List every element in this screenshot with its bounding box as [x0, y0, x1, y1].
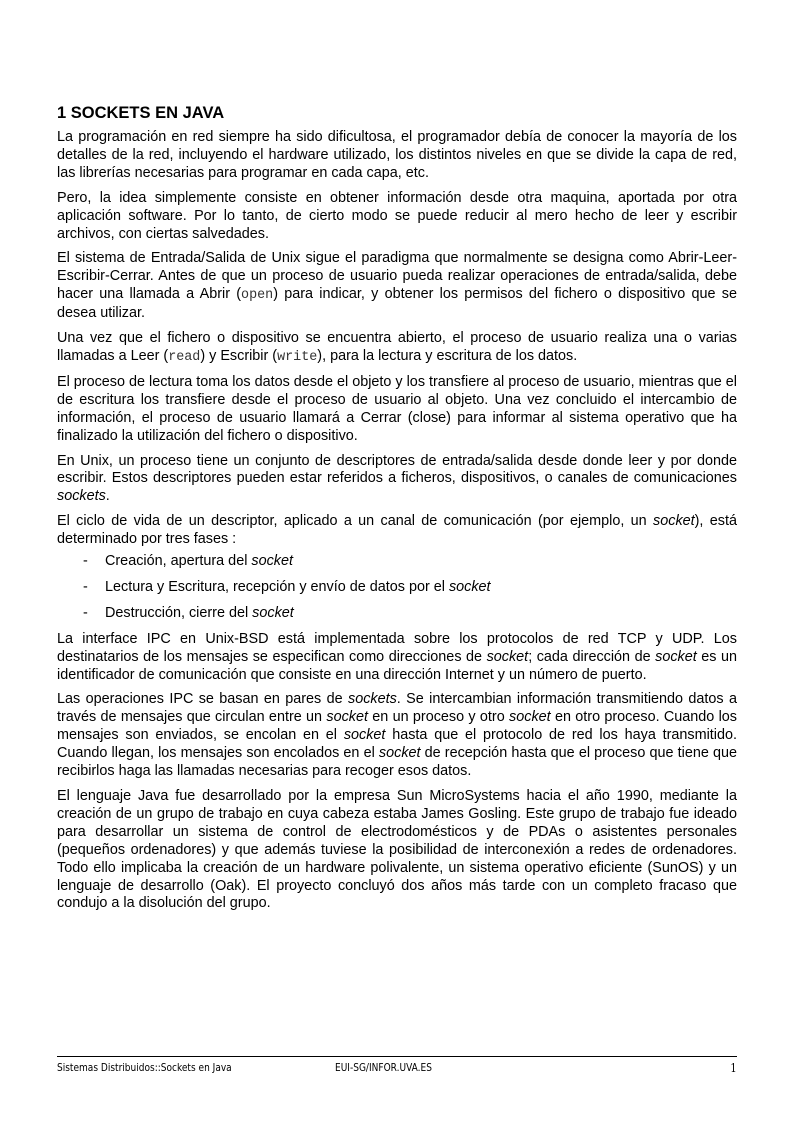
emphasis: socket: [252, 604, 294, 621]
text-run: ) y Escribir (: [200, 347, 278, 364]
text-run: ; cada dirección de: [528, 648, 656, 665]
list-item-text: Lectura y Escritura, recepción y envío de datos por el: [105, 578, 449, 595]
paragraph-5: El proceso de lectura toma los datos desde el objeto y los transfiere al proceso de usuario, mientras que el de escritura los transfiere desde el proceso de usuario al objeto. Una vez concluido el intercambio de información, el proceso de usuario llamará a Cerrar (close) para informar al sistema operativo que ha finalizado la utilización del fichero o dispositivo.: [57, 373, 737, 444]
paragraph-7: [57, 513, 737, 549]
list-item-text: Destrucción, cierre del: [105, 604, 253, 621]
text-run: en un proceso y otro: [367, 709, 510, 726]
text-run: en otro proceso. Cuando los mensajes son enviados, se encolan en el: [57, 709, 737, 744]
emphasis: socket: [343, 727, 386, 744]
text-run: Una vez que el fichero o dispositivo se encuentra abierto, el proceso de usuario realiza una o varias llamadas a Leer (: [57, 330, 737, 364]
paragraph-10: El lenguaje Java fue desarrollado por la empresa Sun MicroSystems hacia el año 1990, mediante la creación de un grupo de trabajo en cuya cabeza estaba James Gosling. Este grupo de trabajo fue ideado para desarrollar un sistema de control de electrodomésticos y de PDAs o asistentes personales (pequeños ordenadores) y que además tuviese la posibilidad de interconexión a redes de ordenadores. Todo ello implicaba la creación de un hardware polivalente, un sistema operativo eficiente (SunOS) y un lenguaje de desarrollo (Oak). El proyecto concluyó dos años más tarde con un completo fracaso que condujo a la disolución del grupo.: [57, 788, 737, 912]
paragraph-1: La programación en red siempre ha sido dificultosa, el programador debía de conocer la mayoría de los detalles de la red, incluyendo el hardware utilizado, los distintos niveles en que se divide la capa de red, las librerías necesarias para programar en cada capa, etc.: [57, 129, 737, 181]
paragraph-4: [57, 330, 737, 367]
code-open: open: [241, 288, 274, 304]
phase-list: [57, 553, 737, 623]
code-read: read: [168, 349, 201, 365]
list-item-text: Creación, apertura del: [105, 553, 252, 570]
emphasis: sockets: [348, 691, 397, 708]
paragraph-9: [57, 691, 737, 781]
footer-course-title: Sistemas Distribuidos::Sockets en Java: [57, 1061, 232, 1074]
list-item: [57, 553, 737, 571]
emphasis: socket: [326, 709, 368, 726]
text-run: En Unix, un proceso tiene un conjunto de descriptores de entrada/salida desde donde leer y por donde escribir. Estos descriptores pueden estar referidos a ficheros, dispositivos, o canales de comunicaciones: [57, 452, 737, 487]
text-run: . Se intercambian información transmitiendo datos a través de mensajes que circulan entre un: [57, 691, 737, 726]
paragraph-6: [57, 453, 737, 507]
paragraph-2: Pero, la idea simplemente consiste en obtener información desde otra maquina, aportada por otra aplicación software. Por lo tanto, de cierto modo se puede reducir al mero hecho de leer y escribir archivos, con ciertas salvedades.: [57, 189, 737, 242]
text-run: hasta que el protocolo de red los haya transmitido. Cuando llegan, los mensajes son encolados en el: [57, 727, 737, 762]
emphasis: socket: [655, 648, 697, 665]
text-run: ), para la lectura y escritura de los datos.: [317, 347, 578, 364]
paragraph-8: [57, 631, 737, 685]
page-number: 1: [730, 1061, 737, 1075]
list-item: [57, 605, 737, 623]
text-run: Las operaciones IPC se basan en pares de: [57, 691, 348, 708]
list-dash: -: [83, 604, 88, 621]
emphasis: socket: [486, 648, 529, 665]
list-dash: -: [83, 578, 88, 595]
text-run: de recepción hasta que el proceso que tiene que recibirlos haga las llamadas necesarias para recoger esos datos.: [57, 745, 737, 780]
text-run: .: [105, 488, 110, 505]
list-item: [57, 579, 737, 597]
page-footer: [57, 1056, 737, 1075]
code-write: write: [277, 349, 318, 365]
text-run: es un identificador de comunicación que consiste en una dirección Internet y un número de puerto.: [57, 648, 738, 683]
footer-institution: EUI-SG/INFOR.UVA.ES: [335, 1061, 432, 1074]
text-run: ) para indicar, y obtener los permisos del fichero o dispositivo que se desea utilizar.: [57, 286, 737, 322]
emphasis: sockets: [57, 488, 106, 505]
document-page: [57, 103, 737, 920]
text-run: La interface IPC en Unix-BSD está implementada sobre los protocolos de red TCP y UDP. Los destinatarios de los mensajes se especifican como direcciones de: [57, 630, 737, 665]
emphasis: socket: [509, 709, 551, 726]
emphasis: socket: [448, 578, 491, 595]
list-dash: -: [83, 553, 88, 570]
emphasis: socket: [378, 745, 421, 762]
section-heading: 1 SOCKETS EN JAVA: [57, 104, 225, 122]
text-run: El ciclo de vida de un descriptor, aplicado a un canal de comunicación (por ejemplo, un: [57, 513, 654, 530]
emphasis: socket: [653, 513, 695, 530]
emphasis: socket: [251, 553, 293, 570]
text-run: El sistema de Entrada/Salida de Unix sigue el paradigma que normalmente se designa como Abrir-Leer-Escribir-Cerrar. Antes de que un proceso de usuario pueda realizar operaciones de entrada/salida, debe hacer una llamada a Abrir (: [57, 250, 737, 303]
paragraph-3: [57, 250, 737, 323]
text-run: ), está determinado por tres fases :: [57, 513, 737, 548]
